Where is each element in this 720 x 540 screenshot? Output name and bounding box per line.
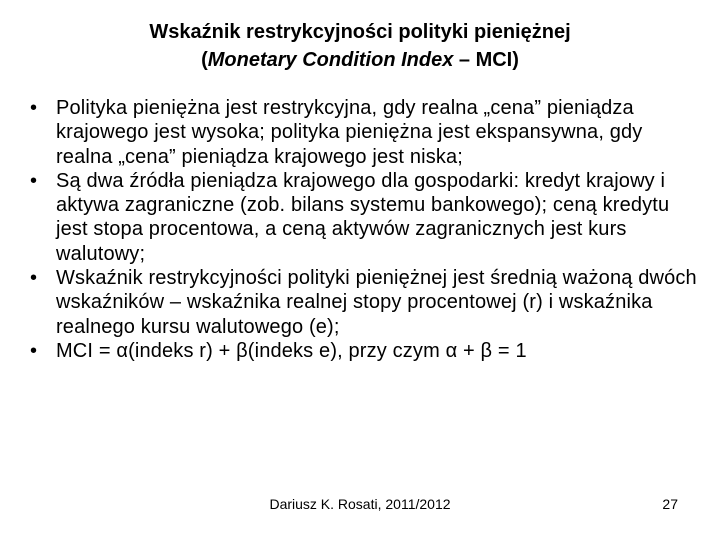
bullet-list <box>30 96 700 363</box>
bullet-text: Są dwa źródła pieniądza krajowego dla gospodarki: kredyt krajowy i aktywa zagraniczne (zob. bilans systemu bankowego); ceną kredytu jest stopa procentowa, a ceną aktywów zagranicznych jest kurs walutowy; <box>56 169 670 265</box>
footer-author: Dariusz K. Rosati, 2011/2012 <box>269 496 451 512</box>
bullet-dot-icon: • <box>30 339 38 362</box>
title-abbreviation: – MCI) <box>453 49 519 71</box>
title-line-1: Wskaźnik restrykcyjności polityki pieniężnej <box>149 21 571 43</box>
bullet-dot-icon: • <box>30 267 38 290</box>
page-number: 27 <box>662 496 678 512</box>
title-line-2 <box>60 46 660 74</box>
bullet-dot-icon: • <box>30 169 38 192</box>
bullet-item <box>30 169 700 266</box>
title-english-term: Monetary Condition Index <box>207 49 454 71</box>
bullet-text: Wskaźnik restrykcyjności polityki pieniężnej jest średnią ważoną dwóch wskaźników – wskaźnika realnej stopy procentowej (r) i wskaźnika realnego kursu walutowego (e); <box>56 267 697 338</box>
bullet-text: Polityka pieniężna jest restrykcyjna, gdy realna „cena” pieniądza krajowego jest wysoka; polityka pieniężna jest ekspansywna, gdy realna „cena” pieniądza krajowego jest niska; <box>56 97 643 168</box>
bullet-item <box>30 266 700 339</box>
bullet-item <box>30 339 700 363</box>
bullet-item <box>30 96 700 169</box>
slide-title <box>60 18 660 74</box>
bullet-text: MCI = α(indeks r) + β(indeks e), przy czym α + β = 1 <box>56 339 527 362</box>
bullet-dot-icon: • <box>30 97 38 119</box>
title-paren-open: ( <box>201 49 208 71</box>
